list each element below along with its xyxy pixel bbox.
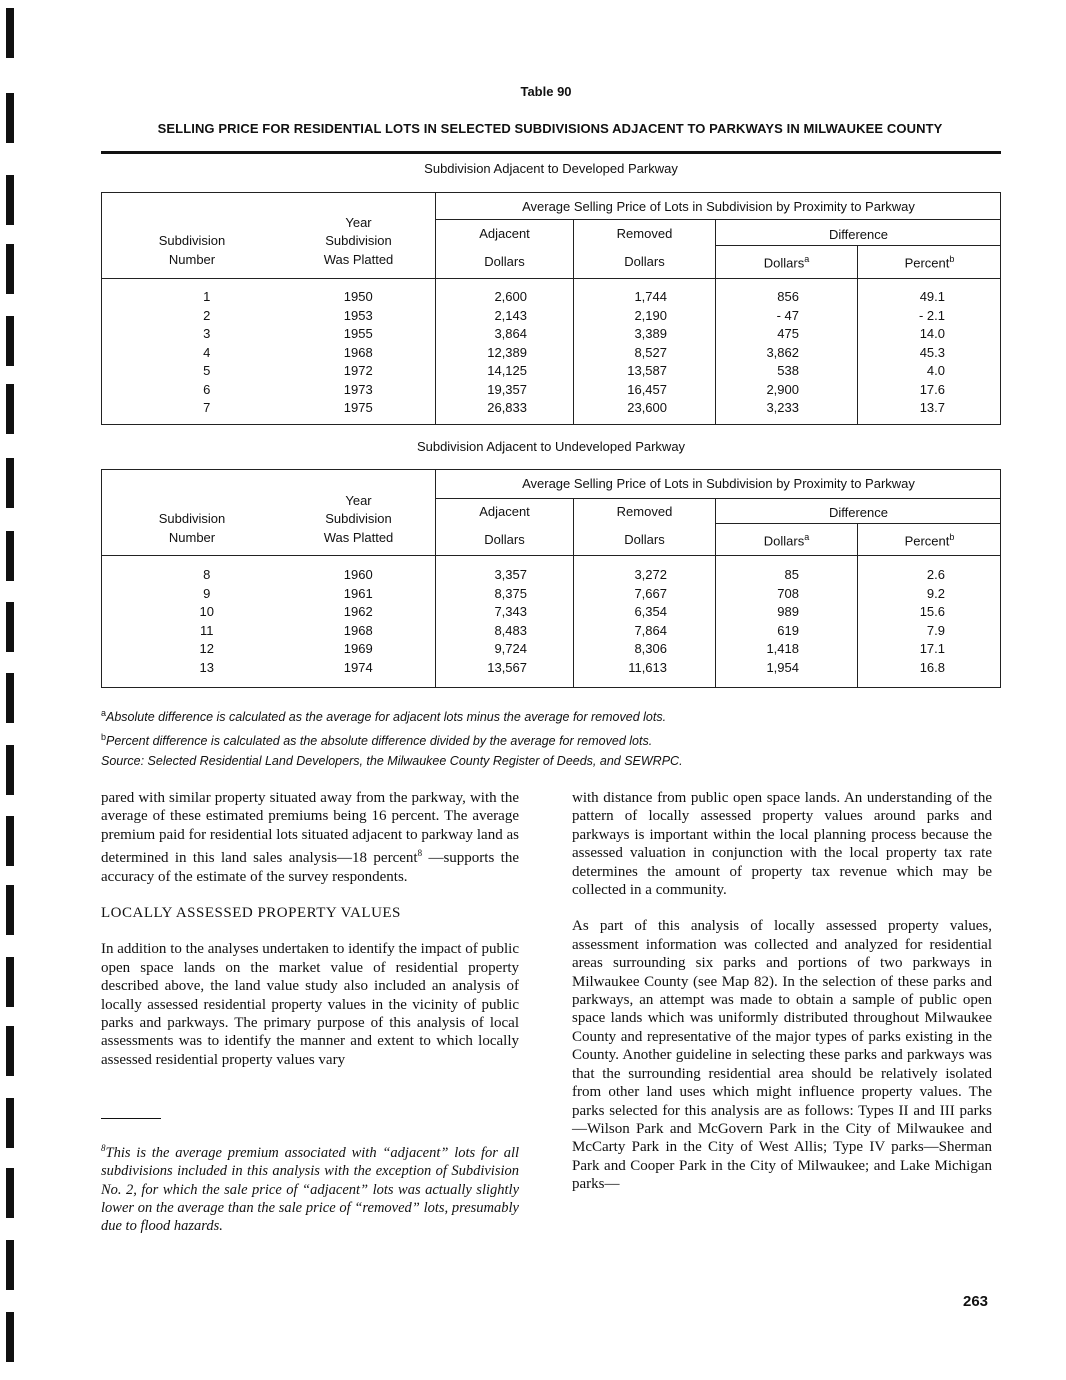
left-paragraph-2: In addition to the analyses undertaken to identify the impact of public open space lands on the market value of residential property described above, the land value study also included an analysis of locally assessed residential property values in the vicinity of public parks and parkways. The primary purpose of this analysis of local assessments was to identify the manner and extent to which locally assessed residential property values vary: [101, 941, 519, 1068]
left-column: [101, 789, 519, 1069]
col-adjacent: 3,357 8,375 7,343 8,483 9,724 13,567: [436, 556, 574, 688]
col-diff-percent: 2.6 9.2 15.6 7.9 17.1 16.8: [858, 556, 1001, 688]
header-row: [102, 193, 1001, 279]
page-number: 263: [963, 1293, 989, 1310]
header-avg-price: Average Selling Price of Lots in Subdivision by Proximity to Parkway Adjacent Dollars Removed Dollars Difference Dollars$^a$ Percent$^b$: [436, 193, 1001, 279]
col-year: 1950 1953 1955 1968 1972 1973 1975: [282, 279, 436, 425]
col-number: 1 2 3 4 5 6 7: [102, 279, 282, 425]
section-heading: LOCALLY ASSESSED PROPERTY VALUES: [101, 905, 401, 922]
col-number: 8 9 10 11 12 13: [102, 556, 282, 688]
note-a: $^a$Absolute difference is calculated as the average for adjacent lots minus the average for removed lots.: [101, 708, 667, 725]
undeveloped-caption: Subdivision Adjacent to Undeveloped Parkway: [416, 439, 686, 454]
left-paragraph-1: pared with similar property situated away from the parkway, with the average of these estimated premiums being 16 percent. The average premium paid for residential lots situated adjacent to parkway land as determined in this land sales analysis—18 percent$^8$ —supports the accuracy of the estimate of the survey respondents.: [101, 790, 519, 885]
col-diff-dollars: 856 - 47 475 3,862 538 2,900 3,233: [716, 279, 858, 425]
note-b: $^b$Percent difference is calculated as the absolute difference divided by the average for removed lots.: [101, 732, 653, 749]
footnote-8: $^8$This is the average premium associated with “adjacent” lots for all subdivisions included in this analysis with the exception of Subdivision No. 2, for which the sale price of “adjacent” lots was actually slightly lower on the average than the sale price of “removed” lots, presumably due to flood hazards.: [101, 1143, 519, 1235]
col-adjacent: 2,600 2,143 3,864 12,389 14,125 19,357 26,833: [436, 279, 574, 425]
header-year: Year Subdivision Was Platted: [282, 193, 436, 279]
binding-marks: [6, 0, 16, 1380]
col-removed: 3,272 7,667 6,354 7,864 8,306 11,613: [574, 556, 716, 688]
undeveloped-table: [101, 469, 1001, 688]
col-removed: 1,744 2,190 3,389 8,527 13,587 16,457 23,600: [574, 279, 716, 425]
table-number: Table 90: [520, 84, 572, 99]
developed-caption: Subdivision Adjacent to Developed Parkway: [424, 161, 678, 176]
table-title: SELLING PRICE FOR RESIDENTIAL LOTS IN SELECTED SUBDIVISIONS ADJACENT TO PARKWAYS IN MILWAUKEE COUNTY: [157, 121, 943, 136]
developed-table: [101, 192, 1001, 425]
right-paragraph-2: As part of this analysis of locally assessed property values, assessment information was collected and analyzed for residential areas surrounding six parks and portions of two parkways in Milwaukee County (see Map 82). In the selection of these parks and parkways, an attempt was made to obtain a sample of public open space lands which was uniformly distributed throughout Milwaukee County and representative of the major types of parks existing in the County. Another guideline in selecting these parks and parkways was that the surrounding residential area should be relatively isolated from other land uses which might influence property values. The parks selected for this analysis are as follows: Types II and III parks—Wilson Park and McGovern Park in the City of Milwaukee and McCarty Park in the City of West Allis; Type IV parks—Sherman Park and Cooper Park in the City of Milwaukee; and Lake Michigan parks—: [572, 918, 992, 1193]
right-paragraph-1: with distance from public open space lands. An understanding of the pattern of locally assessed property values around parks and parkways is important within the local planning process because the assessed valuation in conjunction with the local property tax rate determines the amount of property tax revenue which may be collected in a community.: [572, 790, 992, 899]
table-notes: [101, 701, 1001, 773]
developed-data-row: [102, 279, 1001, 425]
footnote-rule: [101, 1118, 161, 1119]
top-rule: [101, 151, 1001, 154]
undeveloped-data-row: [102, 556, 1001, 688]
header-year: Year Subdivision Was Platted: [282, 470, 436, 556]
note-source: Source: Selected Residential Land Developers, the Milwaukee County Register of Deeds, and SEWRPC.: [101, 754, 683, 768]
header-subdivision: Subdivision Number: [102, 193, 282, 279]
header-avg-price: Average Selling Price of Lots in Subdivision by Proximity to Parkway Adjacent Dollars Removed Dollars Difference Dollars$^a$ Percent$^b$: [436, 470, 1001, 556]
header-row: [102, 470, 1001, 556]
header-subdivision: Subdivision Number: [102, 470, 282, 556]
right-column: [572, 789, 992, 1194]
col-diff-percent: 49.1 - 2.1 14.0 45.3 4.0 17.6 13.7: [858, 279, 1001, 425]
col-year: 1960 1961 1962 1968 1969 1974: [282, 556, 436, 688]
col-diff-dollars: 85 708 989 619 1,418 1,954: [716, 556, 858, 688]
